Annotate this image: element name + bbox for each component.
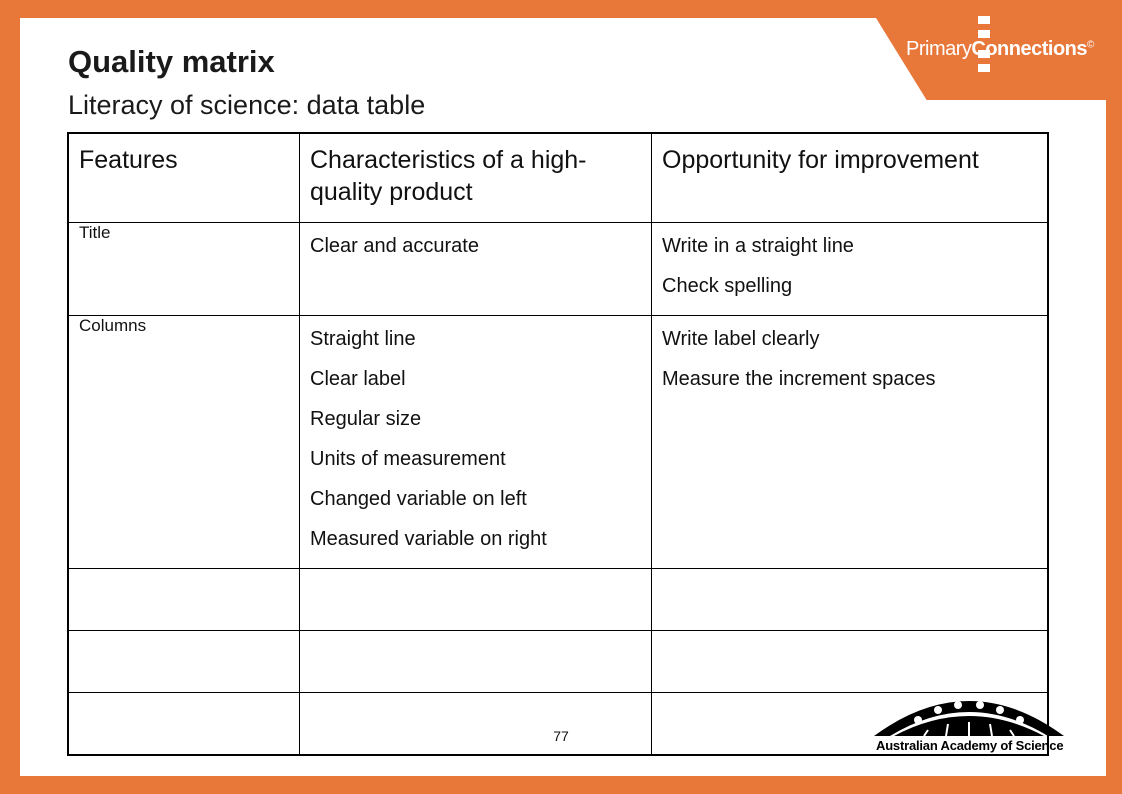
empty-cell xyxy=(68,631,300,693)
characteristic-item: Clear label xyxy=(310,368,406,390)
empty-cell xyxy=(300,693,652,756)
page-number: 77 xyxy=(553,728,569,744)
characteristics-cell xyxy=(300,316,652,569)
feature-cell: Title xyxy=(68,223,300,316)
improvement-item: Check spelling xyxy=(662,275,793,297)
table-row xyxy=(68,316,1048,569)
primary-connections-logo xyxy=(906,18,1106,68)
australian-academy-of-science-logo xyxy=(858,680,1080,760)
characteristic-item: Regular size xyxy=(310,408,422,430)
table-row-empty xyxy=(68,569,1048,631)
improvement-cell xyxy=(652,223,1049,316)
quality-matrix-table xyxy=(67,132,1049,756)
characteristic-item: Units of measurement xyxy=(310,448,506,470)
empty-cell xyxy=(652,569,1049,631)
empty-cell xyxy=(68,569,300,631)
header-characteristics: Characteristics of a high-quality product xyxy=(300,133,652,223)
improvement-item: Measure the increment spaces xyxy=(662,368,936,390)
brand-copyright: © xyxy=(1087,39,1094,51)
table-row xyxy=(68,223,1048,316)
page-title: Quality matrix xyxy=(68,44,275,79)
empty-cell xyxy=(68,693,300,756)
header-improvement: Opportunity for improvement xyxy=(652,133,1049,223)
page-subtitle: Literacy of science: data table xyxy=(68,90,426,120)
feature-cell: Columns xyxy=(68,316,300,569)
characteristic-item: Measured variable on right xyxy=(310,528,547,550)
characteristic-item: Changed variable on left xyxy=(310,488,527,510)
characteristics-cell xyxy=(300,223,652,316)
improvement-cell xyxy=(652,316,1049,569)
empty-cell xyxy=(300,569,652,631)
academy-dome-icon xyxy=(858,680,1080,744)
characteristic-item: Straight line xyxy=(310,328,416,350)
brand-name-bold: Connections xyxy=(971,38,1088,60)
table-header-row xyxy=(68,133,1048,223)
improvement-item: Write label clearly xyxy=(662,328,820,350)
header-features: Features xyxy=(68,133,300,223)
characteristic-item: Clear and accurate xyxy=(310,235,479,257)
improvement-item: Write in a straight line xyxy=(662,235,854,257)
empty-cell xyxy=(300,631,652,693)
academy-name: Australian Academy of Science xyxy=(876,738,1064,753)
brand-name-light: Primary xyxy=(906,38,972,60)
